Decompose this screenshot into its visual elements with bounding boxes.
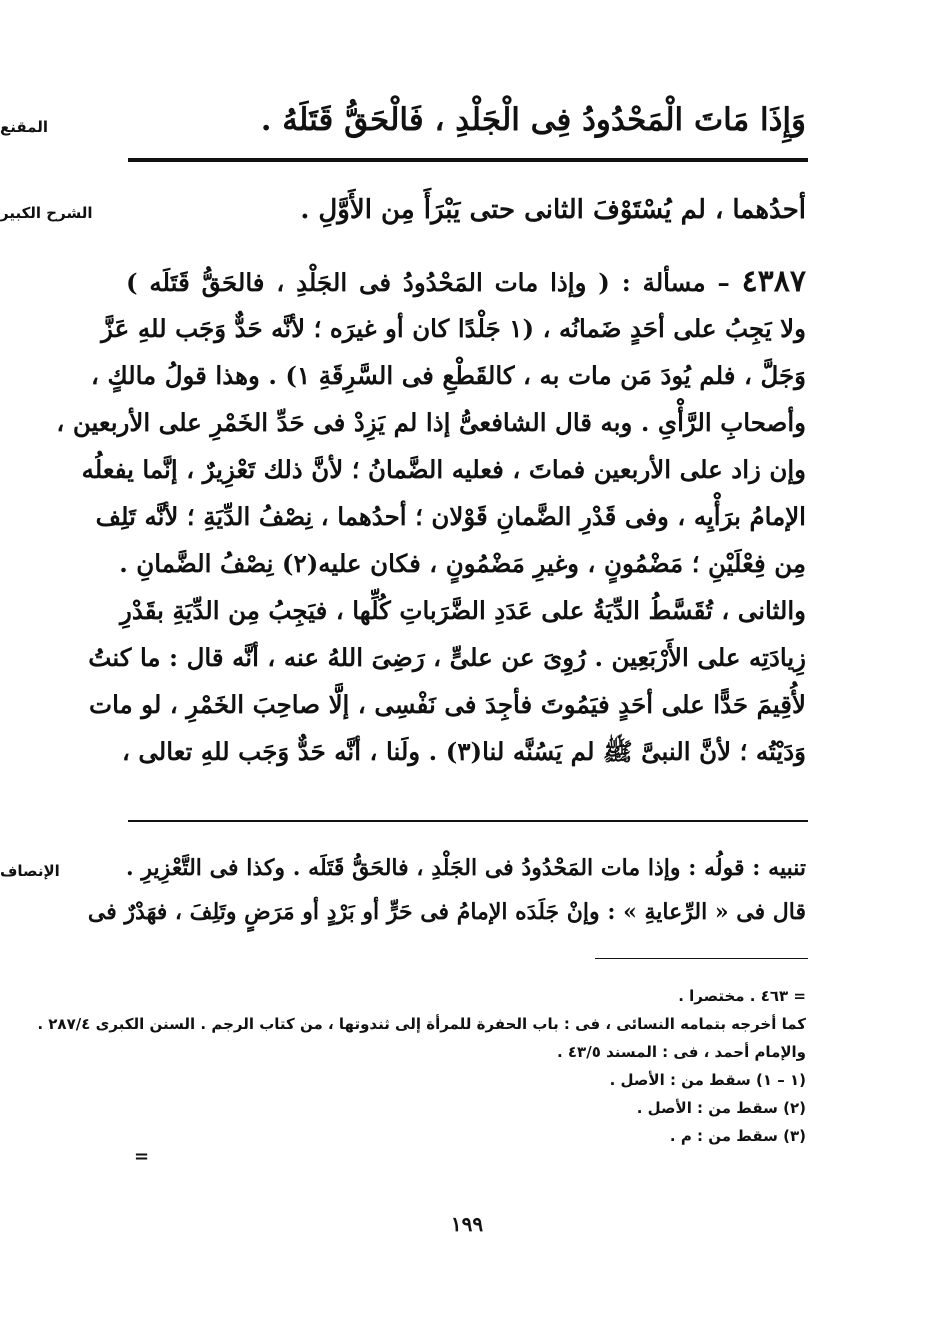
sharh-line-10: لأُقِيمَ حَدًّا على أحَدٍ فيَمُوتَ فأجِدَ فى نَفْسِى ، إلَّا صاحِبَ الخَمْرِ ، لو مات	[89, 690, 806, 719]
footnote-divider	[595, 958, 808, 959]
sharh-line-2: ولا يَجِبُ على أحَدٍ ضَمانُه ، (١ جَلْدًا كان أو غيرَه ؛ لأنَّه حَدٌّ وَجَب للهِ عَزَّ	[101, 314, 806, 343]
sharh-line-7: مِن فِعْلَيْنِ ؛ مَضْمُونٍ ، وغيرِ مَضْمُونٍ ، فكان عليه(٢) نِصْفُ الضَّمانِ .	[119, 549, 806, 578]
sharh-line-9: زِيادَتِه على الأَرْبَعِين . رُوِىَ عن علىٍّ ، رَضِىَ اللهُ عنه ، أنَّه قال : ما كنتُ	[88, 643, 806, 672]
sharh-body	[56, 258, 807, 775]
sharh-line-5: وإن زاد على الأربعين فماتَ ، فعليه الضَّمانُ ؛ لأنَّ ذلك تَعْزِيرٌ ، إنَّما يفعلُه	[81, 455, 806, 484]
side-label-sharh: الشرح الكبير	[0, 204, 93, 222]
insaf-line-2: قال فى « الرِّعايةِ » : وإنْ جَلَدَه الإمامُ فى حَرٍّ أو بَرْدٍ أو مَرَضٍ وتَلِفَ ، فهَدْرٌ فى	[87, 899, 806, 925]
insaf-body	[87, 846, 806, 934]
masala-number: ٤٣٨٧	[741, 264, 807, 299]
sharh-line-3: وَجَلَّ ، فلم يُودَ مَن مات به ، كالقَطْعِ فى السَّرِقَةِ ١) . وهذا قولُ مالكٍ ،	[91, 361, 806, 390]
footnote-line-3: والإمام أحمد ، فى : المسند ٤٣/٥ .	[556, 1043, 806, 1061]
side-label-insaf: الإنصاف	[0, 862, 60, 880]
side-label-muqni: المقنع	[0, 118, 48, 136]
sharh-line-8: والثانى ، تُقَسَّطُ الدِّيَةُ على عَدَدِ الضَّرَباتِ كُلِّها ، فيَجِبُ مِن الدِّيَةِ بقَدْرِ	[120, 596, 806, 625]
sharh-line-6: الإمامُ برَأْيِه ، وفى قَدْرِ الضَّمانِ قَوْلان ؛ أحدُهما ، نِصْفُ الدِّيَةِ ؛ لأنَّه تَلِف	[95, 502, 806, 531]
masala-title: – مسألة : ( وإذا مات المَحْدُودُ فى الجَلْدِ ، فالحَقُّ قَتَلَه )	[126, 268, 730, 297]
continuation-mark: =	[134, 1146, 150, 1167]
sharh-first-line: أحدُهما ، لم يُسْتَوْفَ الثانى حتى يَبْرَأَ مِن الأَوَّلِ .	[300, 195, 806, 225]
footnotes	[37, 982, 806, 1150]
sharh-line-11: وَدَيْتُه ؛ لأنَّ النبىَّ ﷺ لم يَسُنَّه لنا(٣) . ولَنا ، أنَّه حَدٌّ وَجَب للهِ تعالى ،	[121, 737, 806, 766]
page-number: ١٩٩	[450, 1212, 484, 1236]
sharh-line-4: وأصحابِ الرَّأْىِ . وبه قال الشافعىُّ إذا لم يَزِدْ فى حَدِّ الخَمْرِ على الأربعين ،	[56, 408, 806, 437]
footnote-line-4: (١ – ١) سقط من : الأصل .	[609, 1071, 806, 1089]
footnote-line-1: = ٤٦٣ . مختصرا .	[678, 987, 806, 1005]
header-divider	[128, 158, 808, 162]
footnote-line-5: (٢) سقط من : الأصل .	[636, 1099, 806, 1117]
footnote-line-2: كما أخرجه بتمامه النسائى ، فى : باب الحفرة للمرأة إلى ثندوتها ، من كتاب الرجم . السنن الكبرى ٢٨٧/٤ .	[37, 1015, 806, 1033]
sharh-line-1	[126, 258, 806, 305]
footnote-line-6: (٣) سقط من : م .	[669, 1127, 806, 1145]
insaf-divider	[128, 820, 808, 822]
muqni-text: وَإِذَا مَاتَ الْمَحْدُودُ فِى الْجَلْدِ ، فَالْحَقُّ قَتَلَهُ .	[260, 102, 806, 138]
insaf-line-1: تنبيه : قولُه : وإذا مات المَحْدُودُ فى الجَلْدِ ، فالحَقُّ قَتَلَه . وكذا فى التَّعْزِيرِ .	[126, 855, 806, 881]
